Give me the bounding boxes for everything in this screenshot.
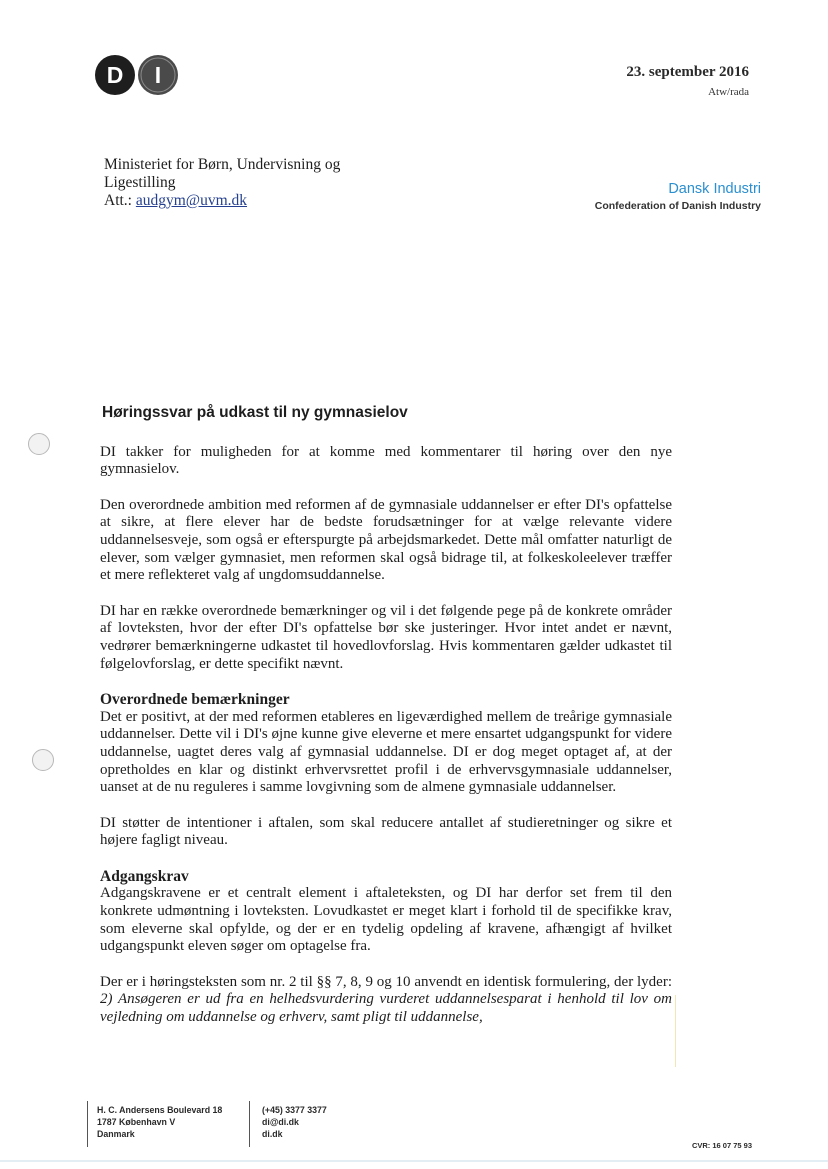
letter-reference: Atw/rada xyxy=(708,86,749,98)
paragraph-support: DI støtter de intentioner i aftalen, som skal reducere antallet af studieretninger og sikre et højere fagligt niveau. xyxy=(100,814,672,849)
letter-title: Høringssvar på udkast til ny gymnasielov xyxy=(102,404,408,421)
brand-name: Dansk Industri xyxy=(668,181,761,197)
section-heading-admission: Adgangskrav xyxy=(100,867,189,885)
logo-letter-i: I xyxy=(154,62,162,88)
di-logo xyxy=(94,54,180,96)
footer-phone: (+45) 3377 3377 xyxy=(262,1105,327,1115)
footer-cvr: CVR: 16 07 75 93 xyxy=(691,1141,752,1150)
formulation-quote: 2) Ansøgeren er ud fra en helhedsvurdering vurderet uddannelsesparat i henhold til lov om vejledning om uddannelse og erhverv, samt pligt til uddannelse, xyxy=(100,991,672,1026)
logo-letter-d: D xyxy=(106,62,124,88)
paragraph-ambition: Den overordnede ambition med reformen af de gymnasiale uddannelser er efter DI's opfattelse at sikre, at flere elever har de bedste forudsætninger for at vælge relevante videre uddannelsesveje, som også er efterspurgte på arbejdsmarkedet. Dette mål omfatter naturligt de elever, som vælger gymnasiet, men reformen skal også bidrage til, at folkeskoleelever træffer et mere reflekteret valg af ungdomsuddannelse. xyxy=(100,496,672,584)
bottom-edge-line xyxy=(0,1160,828,1162)
recipient-email-link[interactable]: audgym@uvm.dk xyxy=(135,192,248,209)
highlight-mark xyxy=(675,995,676,1067)
letter-body xyxy=(100,404,672,1027)
recipient-block xyxy=(104,156,340,210)
footer-address-line-2: 1787 København V xyxy=(97,1117,176,1127)
punch-hole xyxy=(28,433,50,455)
recipient-line-2: Ligestilling xyxy=(104,174,176,191)
footer-address-line-1: H. C. Andersens Boulevard 18 xyxy=(97,1105,223,1115)
paragraph-remarks: DI har en række overordnede bemærkninger og vil i det følgende pege på de konkrete områder af lovteksten, hvor der efter DI's opfattelse bør ske justeringer. Hvor intet andet er nævnt, vedrører bemærkningerne udkastet til hovedlovforslag. Hvis kommentaren gælder udkastet til følgelovforslag, er dette specifikt nævnt. xyxy=(100,602,672,672)
footer-contact xyxy=(262,1104,327,1140)
att-label: Att.: xyxy=(104,192,136,209)
footer-address xyxy=(97,1104,222,1140)
paragraph-equality: Det er positivt, at der med reformen etableres en ligeværdighed mellem de treårige gymnasiale uddannelser. Dette vil i DI's øjne kunne give eleverne et mere ensartet udgangspunkt for videre uddannelse, uagtet deres valg af gymnasial uddannelse. DI er dog meget optaget af, at der opretholdes en klar og distinkt erhvervsrettet profil i de erhvervsgymnasiale uddannelser, uanset at de nu reguleres i samme lovgivning som de almene gymnasiale uddannelser. xyxy=(100,708,672,796)
paragraph-formulation xyxy=(100,974,672,1027)
letter-date: 23. september 2016 xyxy=(626,64,749,80)
brand-subtitle: Confederation of Danish Industry xyxy=(594,200,761,212)
section-heading-general: Overordnede bemærkninger xyxy=(100,691,290,709)
footer-divider xyxy=(87,1101,88,1147)
punch-hole xyxy=(32,749,54,771)
recipient-line-1: Ministeriet for Børn, Undervisning og xyxy=(104,156,341,173)
footer-divider xyxy=(249,1101,250,1147)
brand-block xyxy=(595,181,761,212)
paragraph-intro: DI takker for muligheden for at komme med kommentarer til høring over den nye gymnasielov. xyxy=(100,443,672,478)
footer-email: di@di.dk xyxy=(262,1117,299,1127)
recipient-att xyxy=(104,192,340,210)
paragraph-admission: Adgangskravene er et centralt element i aftaleteksten, og DI har derfor set frem til den konkrete udmøntning i lovteksten. Lovudkastet er meget klart i forhold til de specifikke krav, som eleverne skal opfylde, og der er en tydelig opdeling af kravene, afhængigt af hvilket udgangspunkt eleven søger om optagelse fra. xyxy=(100,885,672,955)
footer-address-line-3: Danmark xyxy=(97,1129,135,1139)
formulation-intro: Der er i høringsteksten som nr. 2 til §§ 7, 8, 9 og 10 anvendt en identisk formulering, der lyder: xyxy=(100,973,672,990)
footer-web: di.dk xyxy=(262,1129,283,1139)
